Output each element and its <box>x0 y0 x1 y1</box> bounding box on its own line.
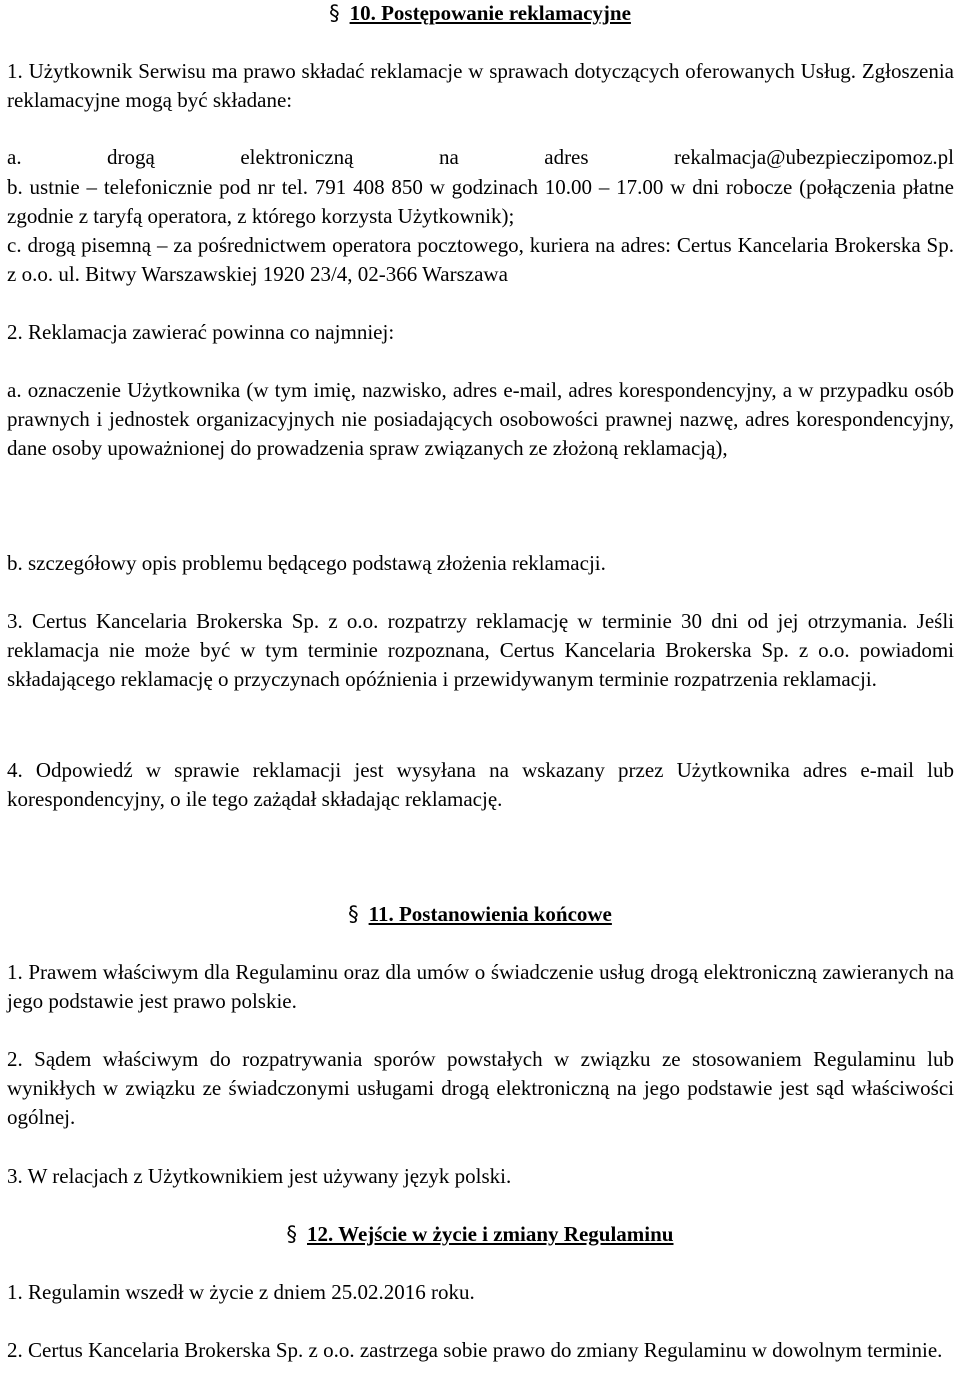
section-10-item-a: a. drogą elektroniczną na adres rekalmacja@ubezpieczipomoz.pl <box>7 145 954 169</box>
section-mark: § <box>286 1222 297 1246</box>
section-12-paragraph-2: 2. Certus Kancelaria Brokerska Sp. z o.o. zastrzega sobie prawo do zmiany Regulaminu w dowolnym terminie. <box>7 1338 943 1362</box>
section-11-paragraph-2: 2. Sądem właściwym do rozpatrywania sporów powstałych w związku ze stosowaniem Regulaminu lub wynikłych w związku ze świadczonymi usługami drogą elektroniczną na jego podstawie jest sąd właściwości ogólnej. <box>7 1047 954 1129</box>
section-11-title: 11. Postanowienia końcowe <box>368 902 612 926</box>
section-mark: § <box>329 1 340 25</box>
section-10-item-b: b. ustnie – telefonicznie pod nr tel. 791 408 850 w godzinach 10.00 – 17.00 w dni robocze (połączenia płatne zgodnie z taryfą operatora, z którego korzysta Użytkownik); <box>7 175 954 228</box>
section-10-paragraph-1: 1. Użytkownik Serwisu ma prawo składać reklamacje w sprawach dotyczących oferowanych Usług. Zgłoszenia reklamacyjne mogą być składane: <box>7 59 954 112</box>
section-10-paragraph-2-item-b: b. szczegółowy opis problemu będącego podstawą złożenia reklamacji. <box>7 551 606 575</box>
section-10-paragraph-3: 3. Certus Kancelaria Brokerska Sp. z o.o. rozpatrzy reklamację w terminie 30 dni od jej otrzymania. Jeśli reklamacja nie może być w tym terminie rozpoznana, Certus Kancelaria Brokerska Sp. z o.o. powiadomi składającego reklamację o przyczynach opóźnienia i przewidywanym terminie rozpatrzenia reklamacji. <box>7 609 954 691</box>
section-10-heading <box>0 0 960 28</box>
section-10-title: 10. Postępowanie reklamacyjne <box>349 1 631 25</box>
section-12-paragraph-1: 1. Regulamin wszedł w życie z dniem 25.02.2016 roku. <box>7 1280 475 1304</box>
section-12-heading <box>0 1220 960 1249</box>
section-mark: § <box>348 902 359 926</box>
section-11-paragraph-1: 1. Prawem właściwym dla Regulaminu oraz dla umów o świadczenie usług drogą elektroniczną zawieranych na jego podstawie jest prawo polskie. <box>7 960 954 1013</box>
section-11-paragraph-3: 3. W relacjach z Użytkownikiem jest używany język polski. <box>7 1164 512 1188</box>
section-12-title: 12. Wejście w życie i zmiany Regulaminu <box>307 1222 674 1246</box>
section-10-paragraph-2-item-a: a. oznaczenie Użytkownika (w tym imię, nazwisko, adres e-mail, adres korespondencyjny, a w przypadku osób prawnych i jednostek organizacyjnych nie posiadających osobowości prawnej nazwę, adres korespondencyjny, dane osoby upoważnionej do prowadzenia spraw związanych ze złożoną reklamacją), <box>7 378 954 460</box>
section-10-paragraph-4: 4. Odpowiedź w sprawie reklamacji jest wysyłana na wskazany przez Użytkownika adres e-mail lub korespondencyjny, o ile tego zażądał składając reklamację. <box>7 758 954 811</box>
section-10-item-c: c. drogą pisemną – za pośrednictwem operatora pocztowego, kuriera na adres: Certus Kancelaria Brokerska Sp. z o.o. ul. Bitwy Warszawskiej 1920 23/4, 02-366 Warszawa <box>7 233 954 286</box>
section-10-paragraph-2: 2. Reklamacja zawierać powinna co najmniej: <box>7 320 395 344</box>
section-11-heading <box>0 900 960 929</box>
